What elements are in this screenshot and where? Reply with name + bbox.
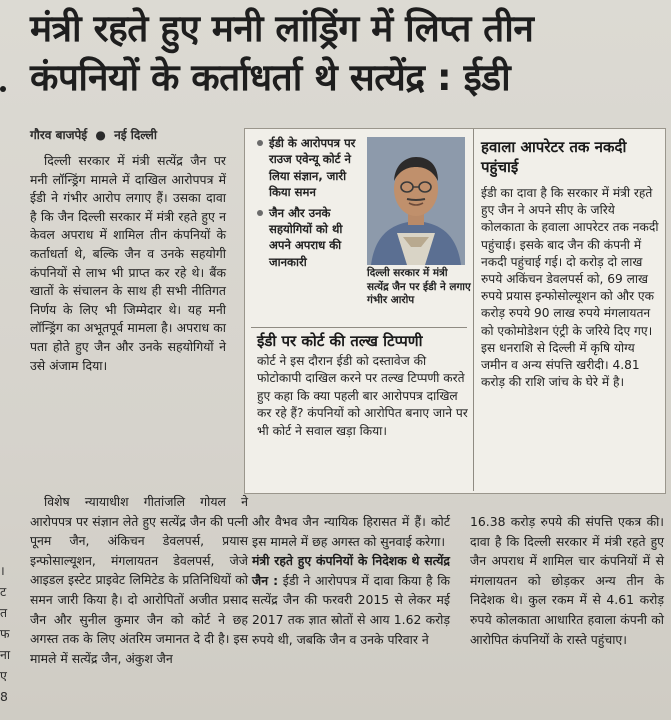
byline-location: नई दिल्ली: [114, 128, 157, 142]
bullet-dot-icon: [257, 210, 263, 216]
edge-mark: [0, 86, 6, 92]
right-column-text: 16.38 करोड़ रुपये की संपत्ति एकत्र की। दावा है कि दिल्ली सरकार में मंत्री रहते हुए जैन अपराध में शामिल चार कंपनियों में से मंगलायतन को छोड़कर अन्य तीन के निदेशक थे। कुल रकम में से 4.61 करोड़ रुपये कोलकाता आधारित हवाला कंपनी को आरोपित कंपनियों के रास्ते पहुंचाए।: [470, 514, 664, 647]
box-divider-vertical: [473, 129, 474, 491]
hawala-text: ईडी का दावा है कि सरकार में मंत्री रहते हुए जैन ने अपने सीए के जरिये कोलकाता के हवाला आपरेटर तक नकदी पहुंचाई। इसके बाद जैन की कंपनी में नकदी पहुंचाई गई। दो करोड़ दो लाख रुपये अकिंचन डेवलपर्स को, 69 लाख रुपये प्रयास इन्फोसोल्यूशन को और एक करोड़ रुपये 90 लाख रुपये मंगलायतन को एकोमोडेशन एंट्री के जरिये दिए गए। इस धनराशि से दिल्ली में कृषि योग्य जमीन व अन्य संपत्ति खरीदी। 4.81 करोड़ की राशि जांच के घेरे में है।: [481, 186, 659, 390]
court-remark-heading: ईडी पर कोर्ट की तल्ख टिप्पणी: [257, 332, 423, 350]
bullet-dot-icon: [257, 140, 263, 146]
left-column: [30, 152, 226, 375]
byline-separator: ●: [95, 128, 106, 142]
left-edge-fragments: [0, 560, 16, 707]
edge-fragment: त: [0, 605, 8, 620]
bullet-item: [257, 205, 361, 271]
middle-para-2-lead: मंत्री रहते हुए कंपनियों के निदेशक थे सत्येंद्र जैन :: [252, 553, 450, 588]
bullet-item: [257, 135, 361, 201]
right-column: [470, 512, 664, 649]
person-photo-icon: [367, 137, 465, 265]
court-remark-text: कोर्ट ने इस दौरान ईडी को दस्तावेज की फोटोकापी दाखिल करने पर तल्ख टिप्पणी करते हुए कहा कि क्या पहली बार आरोपपत्र दाखिल कर रहे हैं? कंपनियों को आरोपित बनाए जाने पर भी कोर्ट ने सवाल खड़ा किया।: [257, 354, 468, 438]
edge-fragment: ना: [0, 647, 11, 662]
headline-line-2: कंपनियों के कर्ताधर्ता थे सत्येंद्र : ईडी: [30, 56, 511, 99]
middle-column: [252, 512, 450, 649]
bullet-list: [257, 135, 361, 274]
headline-line-1: मंत्री रहते हुए मनी लांड्रिंग में लिप्त तीन: [30, 7, 534, 50]
edge-fragment: ।: [0, 563, 5, 578]
edge-fragment: 8: [0, 689, 8, 704]
photo-caption: दिल्ली सरकार में मंत्री सत्येंद्र जैन पर ईडी ने लगाए गंभीर आरोप: [367, 267, 471, 307]
bullet-text: ईडी के आरोपपत्र पर राउज एवेन्यू कोर्ट ने लिया संज्ञान, जारी किया समन: [269, 136, 356, 200]
middle-para-1: और वैभव जैन न्यायिक हिरासत में हैं। कोर्ट इस मामले में छह अगस्त को सुनवाई करेगा।: [252, 514, 450, 549]
left-column-text: दिल्ली सरकार में मंत्री सत्येंद्र जैन पर मनी लॉन्ड्रिंग मामले में दाखिल आरोपपत्र में ईडी ने गंभीर आरोप लगाए हैं। उसका दावा है कि जैन दिल्ली सरकार में मंत्री रहते हुए न केवल अपराध में शामिल तीन कंपनियों के कर्ताधर्ता थे, बल्कि जैन व उनके सहयोगी कंपनियों से लाभ भी प्राप्त कर रहे थे। बैंक खातों के संचालन के साथ ही सभी नीतिगत निर्णय के लिए भी जिम्मेदार थे। यह मनी लॉन्ड्रिंग का अभूतपूर्व मामला है। अपराध का पता होते हुए जैन और उनके सहयोगियों ने उसे अंजाम दिया।: [30, 153, 226, 373]
edge-fragment: फ: [0, 626, 10, 641]
edge-fragment: ए: [0, 668, 7, 683]
middle-para-2: ईडी ने आरोपपत्र में दावा किया है कि सत्येंद्र जैन की फरवरी 2015 से लेकर मई 2017 तक ज्ञात स्रोतों से आय 1.62 करोड़ रुपये थी, जबकि जैन व उनके परिवार ने: [252, 572, 450, 647]
bottom-left-column: [30, 492, 248, 668]
headline: [30, 4, 660, 102]
byline: [30, 126, 157, 143]
hawala-heading: हवाला आपरेटर तक नकदी पहुंचाई: [481, 138, 627, 176]
portrait-photo: [367, 137, 465, 265]
bullet-text: जैन और उनके सहयोगियों को थी अपने अपराध की जानकारी: [269, 205, 343, 269]
edge-fragment: ट: [0, 584, 7, 599]
bottom-left-text: विशेष न्यायाधीश गीतांजलि गोयल ने आरोपपत्र पर संज्ञान लेते हुए सत्येंद्र जैन की पत्नी पूनम जैन, अंकिचन डेवलपर्स, प्रयास इन्फोसाल्यूशन, मंगलायतन डेवलपर्स, जेजे आइडल इस्टेट प्राइवेट लिमिटेड के प्रतिनिधियों को समन जारी किया है। दो आरोपितों अजीत प्रसाद जैन और सुनील कुमार जैन को कोर्ट ने छह अगस्त तक के लिए अंतरिम जमानत दे दी है। इस मामले में सत्येंद्र जैन, अंकुश जैन: [30, 494, 248, 666]
highlight-box: [244, 128, 666, 494]
box-divider-horizontal: [251, 327, 467, 328]
byline-author: गौरव बाजपेई: [30, 128, 88, 142]
